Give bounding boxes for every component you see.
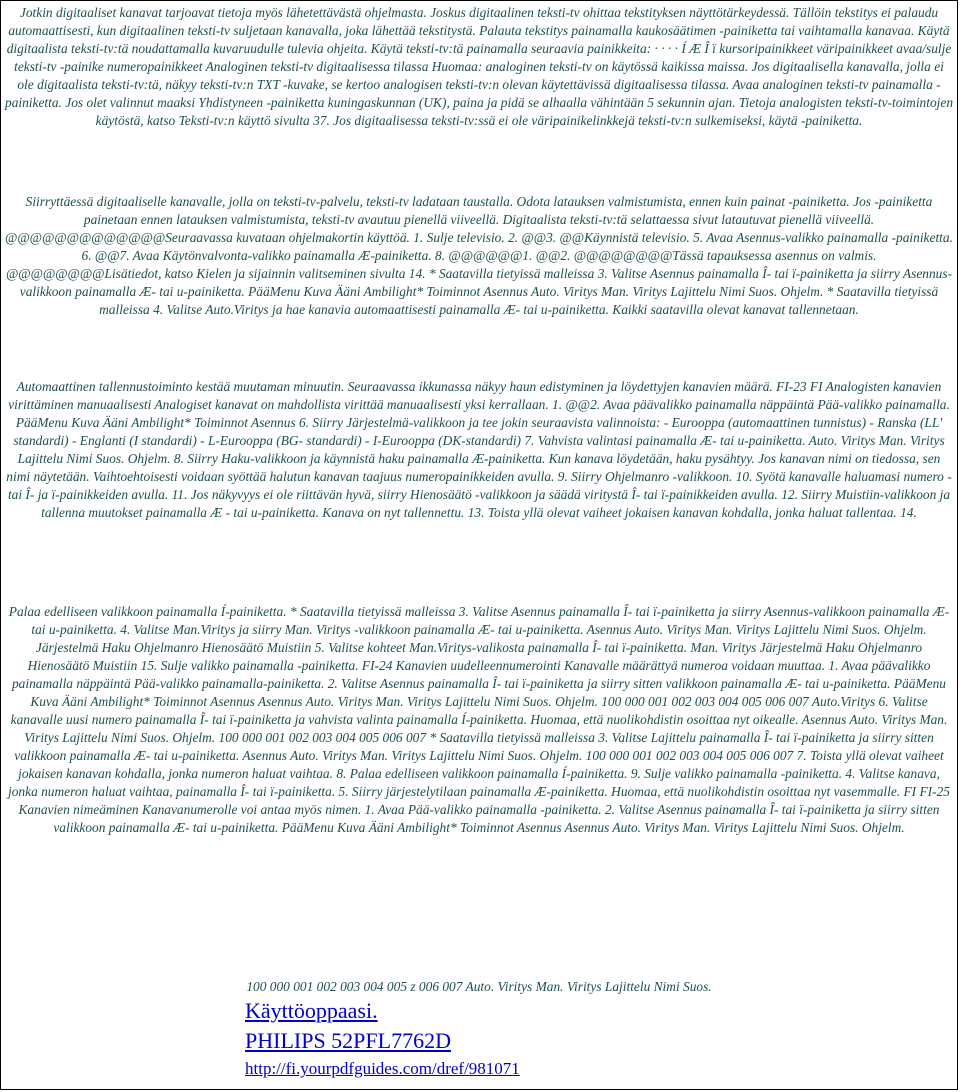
paragraph-manual-tuning: Automaattinen tallennustoiminto kestää muutaman minuutin. Seuraavassa ikkunassa näkyy haun edistyminen ja löydettyjen kanavien määrä. FI-23 FI Analogisten kanavien virittäminen manuaalisesti Analogiset kanavat on mahdollista virittää manuaalisesti yksi kerrallaan. 1. @@2. Avaa päävalikko painamalla näppäintä Pää-valikko painamalla. PääMenu Kuva Ääni Ambilight* Toiminnot Asennus 6. Siirry Järjestelmä-valikkoon ja tee jokin seuraavista valinnoista: - Eurooppa (automaattinen tunnistus) - Ranska (LL' standardi) - Englanti (I standardi) - L-Eurooppa (BG- standardi) - I-Eurooppa (DK-standardi) 7. Vahvista valintasi painamalla Æ- tai u-painiketta. Auto. Viritys Man. Viritys Lajittelu Nimi Suos. Ohjelm. 8. Siirry Haku-valikkoon ja käynnistä haku painamalla Æ-painiketta. Kun kanava löydetään, haku pysähtyy. Jos kanavan nimi on tiedossa, sen nimi näytetään. Vaihtoehtoisesti voidaan syöttää halutun kanavan taajuus numeropainikkeiden avulla. 9. Siirry Ohjelmanro -valikkoon. 10. Syötä kanavalle haluamasi numero - tai Î- ja ï-painikkeiden avulla. 11. Jos näkyvyys ei ole riittävän hyvä, siirry Hienosäätö -valikkoon ja säädä viritystä Î- tai ï-painikkeiden avulla. 12. Siirry Muistiin-valikkoon ja tallenna muutokset painamalla Æ - tai u-painiketta. Kanava on nyt tallennettu. 13. Toista yllä olevat vaiheet jokaisen kanavan kohdalla, jonka haluat tallentaa. 14. bbox=[6, 379, 952, 520]
paragraph-program-card: Siirryttäessä digitaaliselle kanavalle, jolla on teksti-tv-palvelu, teksti-tv ladataan taustalla. Odota latauksen valmistumista, ennen kuin painat -painiketta. Jos -painiketta painetaan ennen latauksen valmistumista, teksti-tv avautuu pienellä viiveellä. Digitaalista teksti-tv:tä selattaessa sivut latautuvat pienellä viiveellä. @@@@@@@@@@@@@Seuraavassa kuvataan ohjelmakortin käyttöä. 1. Sulje televisio. 2. @@3. @@Käynnistä televisio. 5. Avaa Asennus-valikko painamalla -painiketta. 6. @@7. Avaa Käytönvalvonta-valikko painamalla Æ-painiketta. 8. @@@@@@1. @@2. @@@@@@@@Tässä tapauksessa asennus on valmis. @@@@@@@@Lisätiedot, katso Kielen ja sijainnin valitseminen sivulta 14. * Saatavilla tietyissä malleissa 3. Valitse Asennus painamalla Î- tai ï-painiketta ja siirry Asennus-valikkoon painamalla Æ- tai u-painiketta. PääMenu Kuva Ääni Ambilight* Toiminnot Asennus Auto. Viritys Man. Viritys Lajittelu Nimi Suos. Ohjelm. * Saatavilla tietyissä malleissa 4. Valitse Auto.Viritys ja hae kanavia automaattisesti painamalla Æ- tai u-painiketta. Kaikki saatavilla olevat kanavat tallennetaan. bbox=[5, 194, 953, 317]
guide-url-link[interactable]: http://fi.yourpdfguides.com/dref/981071 bbox=[245, 1059, 520, 1078]
model-link[interactable]: PHILIPS 52PFL7762D bbox=[245, 1028, 451, 1053]
paragraph-renumbering: Palaa edelliseen valikkoon painamalla Í-painiketta. * Saatavilla tietyissä malleissa 3. Valitse Asennus painamalla Î- tai ï-painiketta ja siirry Asennus-valikkoon painamalla Æ- tai u-painiketta. 4. Valitse Man.Viritys ja siirry Man. Viritys -valikkoon painamalla Æ- tai u-painiketta. Asennus Auto. Viritys Man. Viritys Lajittelu Nimi Suos. Ohjelm. Järjestelmä Haku Ohjelmanro Hienosäätö Muistiin 5. Valitse kohteet Man.Viritys-valikosta painamalla Î- tai ï-painiketta. Man. Viritys Järjestelmä Haku Ohjelmanro Hienosäätö Muistiin 15. Sulje valikko painamalla -painiketta. FI-24 Kanavien uudelleennumerointi Kanavalle määrättyä numeroa voidaan muuttaa. 1. Avaa päävalikko painamalla näppäintä Pää-valikko painamalla-painiketta. 2. Valitse Asennus painamalla Î- tai ï-painiketta ja siirry sitten valikkoon painamalla Æ- tai u-painiketta. PääMenu Kuva Ääni Ambilight* Toiminnot Asennus Asennus Auto. Viritys Man. Viritys Lajittelu Nimi Suos. Ohjelm. 100 000 001 002 003 004 005 006 007 Auto.Viritys 6. Valitse kanavalle uusi numero painamalla Î- tai ï-painiketta ja vahvista valinta painamalla Í-painiketta. Huomaa, että nuolikohdistin osoittaa nyt oikealle. Asennus Auto. Viritys Man. Viritys Lajittelu Nimi Suos. Ohjelm. 100 000 001 002 003 004 005 006 007 * Saatavilla tietyissä malleissa 3. Valitse Lajittelu painamalla Î- tai ï-painiketta ja siirry sitten valikkoon painamalla Æ- tai u-painiketta. Asennus Auto. Viritys Man. Viritys Lajittelu Nimi Suos. Ohjelm. 100 000 001 002 003 004 005 006 007 7. Toista yllä olevat vaiheet jokaisen kanavan kohdalla, jonka numeron haluat vaihtaa. 8. Palaa edelliseen valikkoon painamalla Í-painiketta. 9. Sulje valikko painamalla -painiketta. 4. Valitse kanava, jonka numeron haluat vaihtaa, painamalla Î- tai ï-painiketta. 5. Siirry järjestelytilaan painamalla Æ-painiketta. Huomaa, että nuolikohdistin osoittaa nyt vasemmalle. FI FI-25 Kanavien nimeäminen Kanavanumerolle voi antaa myös nimen. 1. Avaa Pää-valikko painamalla -painiketta. 2. Valitse Asennus painamalla Î- tai ï-painiketta ja siirry sitten valikkoon painamalla Æ- tai u-painiketta. PääMenu Kuva Ääni Ambilight* Toiminnot Asennus Asennus Auto. Viritys Man. Viritys Lajittelu Nimi Suos. Ohjelm. bbox=[8, 604, 950, 835]
paragraph-channel-list: 100 000 001 002 003 004 005 z 006 007 Auto. Viritys Man. Viritys Lajittelu Nimi Suos. bbox=[246, 979, 712, 994]
paragraph-teletext: Jotkin digitaaliset kanavat tarjoavat tietoja myös lähetettävästä ohjelmasta. Joskus digitaalinen teksti-tv ohittaa tekstityksen näyttötärkeydessä. Tällöin tekstitys ei palaudu automaattisesti, kun digitaalinen teksti-tv suljetaan kanavalla, joka lähettää tekstitystä. Palauta tekstitys painamalla kaukosäätimen -painiketta tai vaihtamalla kanavaa. Käytä digitaalista teksti-tv:tä noudattamalla kuvaruudulle tulevia ohjeita. Käytä teksti-tv:tä painamalla seuraavia painikkeita: · · · · Í Æ Î ï kursoripainikkeet väripainikkeet avaa/sulje teksti-tv -painike numeropainikkeet Analoginen teksti-tv digitaalisessa tilassa Huomaa: analoginen teksti-tv on käytössä kaikissa maissa. Jos digitaalisella kanavalla, jolla ei ole digitaalista teksti-tv:tä, näkyy teksti-tv:n TXT -kuvake, se kertoo analogisen teksti-tv:n olevan käytettävissä digitaalisessa tilassa. Avaa analoginen teksti-tv painamalla -painiketta. Jos olet valinnut maaksi Yhdistyneen -painiketta kuningaskunnan (UK), paina ja pidä se alhaalla vähintään 5 sekunnin ajan. Tietoja analogisten teksti-tv-toimintojen käytöstä, katso Teksti-tv:n käyttö sivulta 37. Jos digitaalisessa teksti-tv:ssä ei ole väripainikelinkkejä teksti-tv:n sulkemiseksi, käytä -painiketta. bbox=[5, 5, 954, 128]
manual-link[interactable]: Käyttöoppaasi. bbox=[245, 998, 378, 1023]
links-block bbox=[245, 996, 520, 1082]
